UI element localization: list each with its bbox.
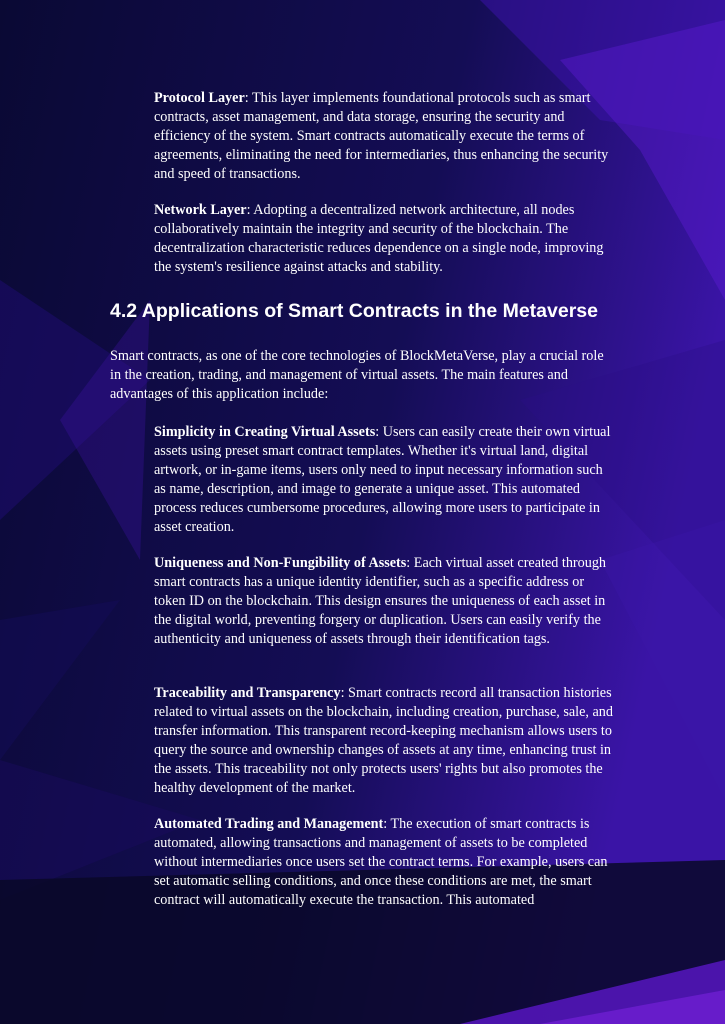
feature-uniqueness bbox=[154, 554, 616, 649]
network-layer-paragraph bbox=[154, 201, 616, 277]
protocol-layer-term: Protocol Layer bbox=[154, 90, 245, 106]
feature-uniqueness-term: Uniqueness and Non-Fungibility of Assets bbox=[154, 555, 407, 571]
section-heading: 4.2 Applications of Smart Contracts in the Metaverse bbox=[110, 300, 598, 322]
feature-traceability bbox=[154, 684, 616, 798]
network-layer-term: Network Layer bbox=[154, 202, 247, 218]
feature-simplicity bbox=[154, 423, 616, 537]
network-layer-text: : Adopting a decentralized network architecture, all nodes collaboratively maintain the integrity and security of the blockchain. The decentralization characteristic reduces dependence on a single node, improving the system's resilience against attacks and stability. bbox=[154, 202, 604, 275]
feature-simplicity-term: Simplicity in Creating Virtual Assets bbox=[154, 424, 376, 440]
feature-automated-trading-term: Automated Trading and Management bbox=[154, 816, 384, 832]
protocol-layer-text: : This layer implements foundational protocols such as smart contracts, asset management, and data storage, ensuring the security and efficiency of the system. Smart contracts automatically execute the terms of agreements, eliminating the need for intermediaries, thus enhancing the security and speed of transactions. bbox=[154, 90, 609, 182]
feature-traceability-term: Traceability and Transparency bbox=[154, 685, 341, 701]
feature-automated-trading bbox=[154, 815, 616, 910]
feature-uniqueness-text: : Each virtual asset created through smart contracts has a unique identity identifier, such as a specific address or token ID on the blockchain. This design ensures the uniqueness of each asset in the digital world, preventing forgery or duplication. Users can easily verify the authenticity and uniqueness of assets through their identification tags. bbox=[154, 555, 607, 647]
feature-automated-trading-text: : The execution of smart contracts is automated, allowing transactions and management of assets to be completed without intermediaries once users set the contract terms. For example, users can set automatic selling conditions, and once these conditions are met, the smart contract will automatically execute the transaction. This automated bbox=[154, 816, 608, 908]
intro-paragraph: Smart contracts, as one of the core technologies of BlockMetaVerse, play a crucial role in the creation, trading, and management of virtual assets. The main features and advantages of this application include: bbox=[110, 348, 604, 402]
protocol-layer-paragraph bbox=[154, 89, 616, 184]
feature-simplicity-text: : Users can easily create their own virtual assets using preset smart contract templates. Whether it's virtual land, digital artwork, or in-game items, users only need to input necessary information such as name, description, and image to generate a unique asset. This automated process reduces cumbersome procedures, allowing more users to participate in asset creation. bbox=[154, 424, 611, 535]
feature-traceability-text: : Smart contracts record all transaction histories related to virtual assets on the blockchain, including creation, purchase, sale, and transfer information. This transparent record-keeping mechanism allows users to query the source and ownership changes of assets at any time, enhancing trust in the assets. This traceability not only protects users' rights but also promotes the healthy development of the market. bbox=[154, 685, 613, 796]
